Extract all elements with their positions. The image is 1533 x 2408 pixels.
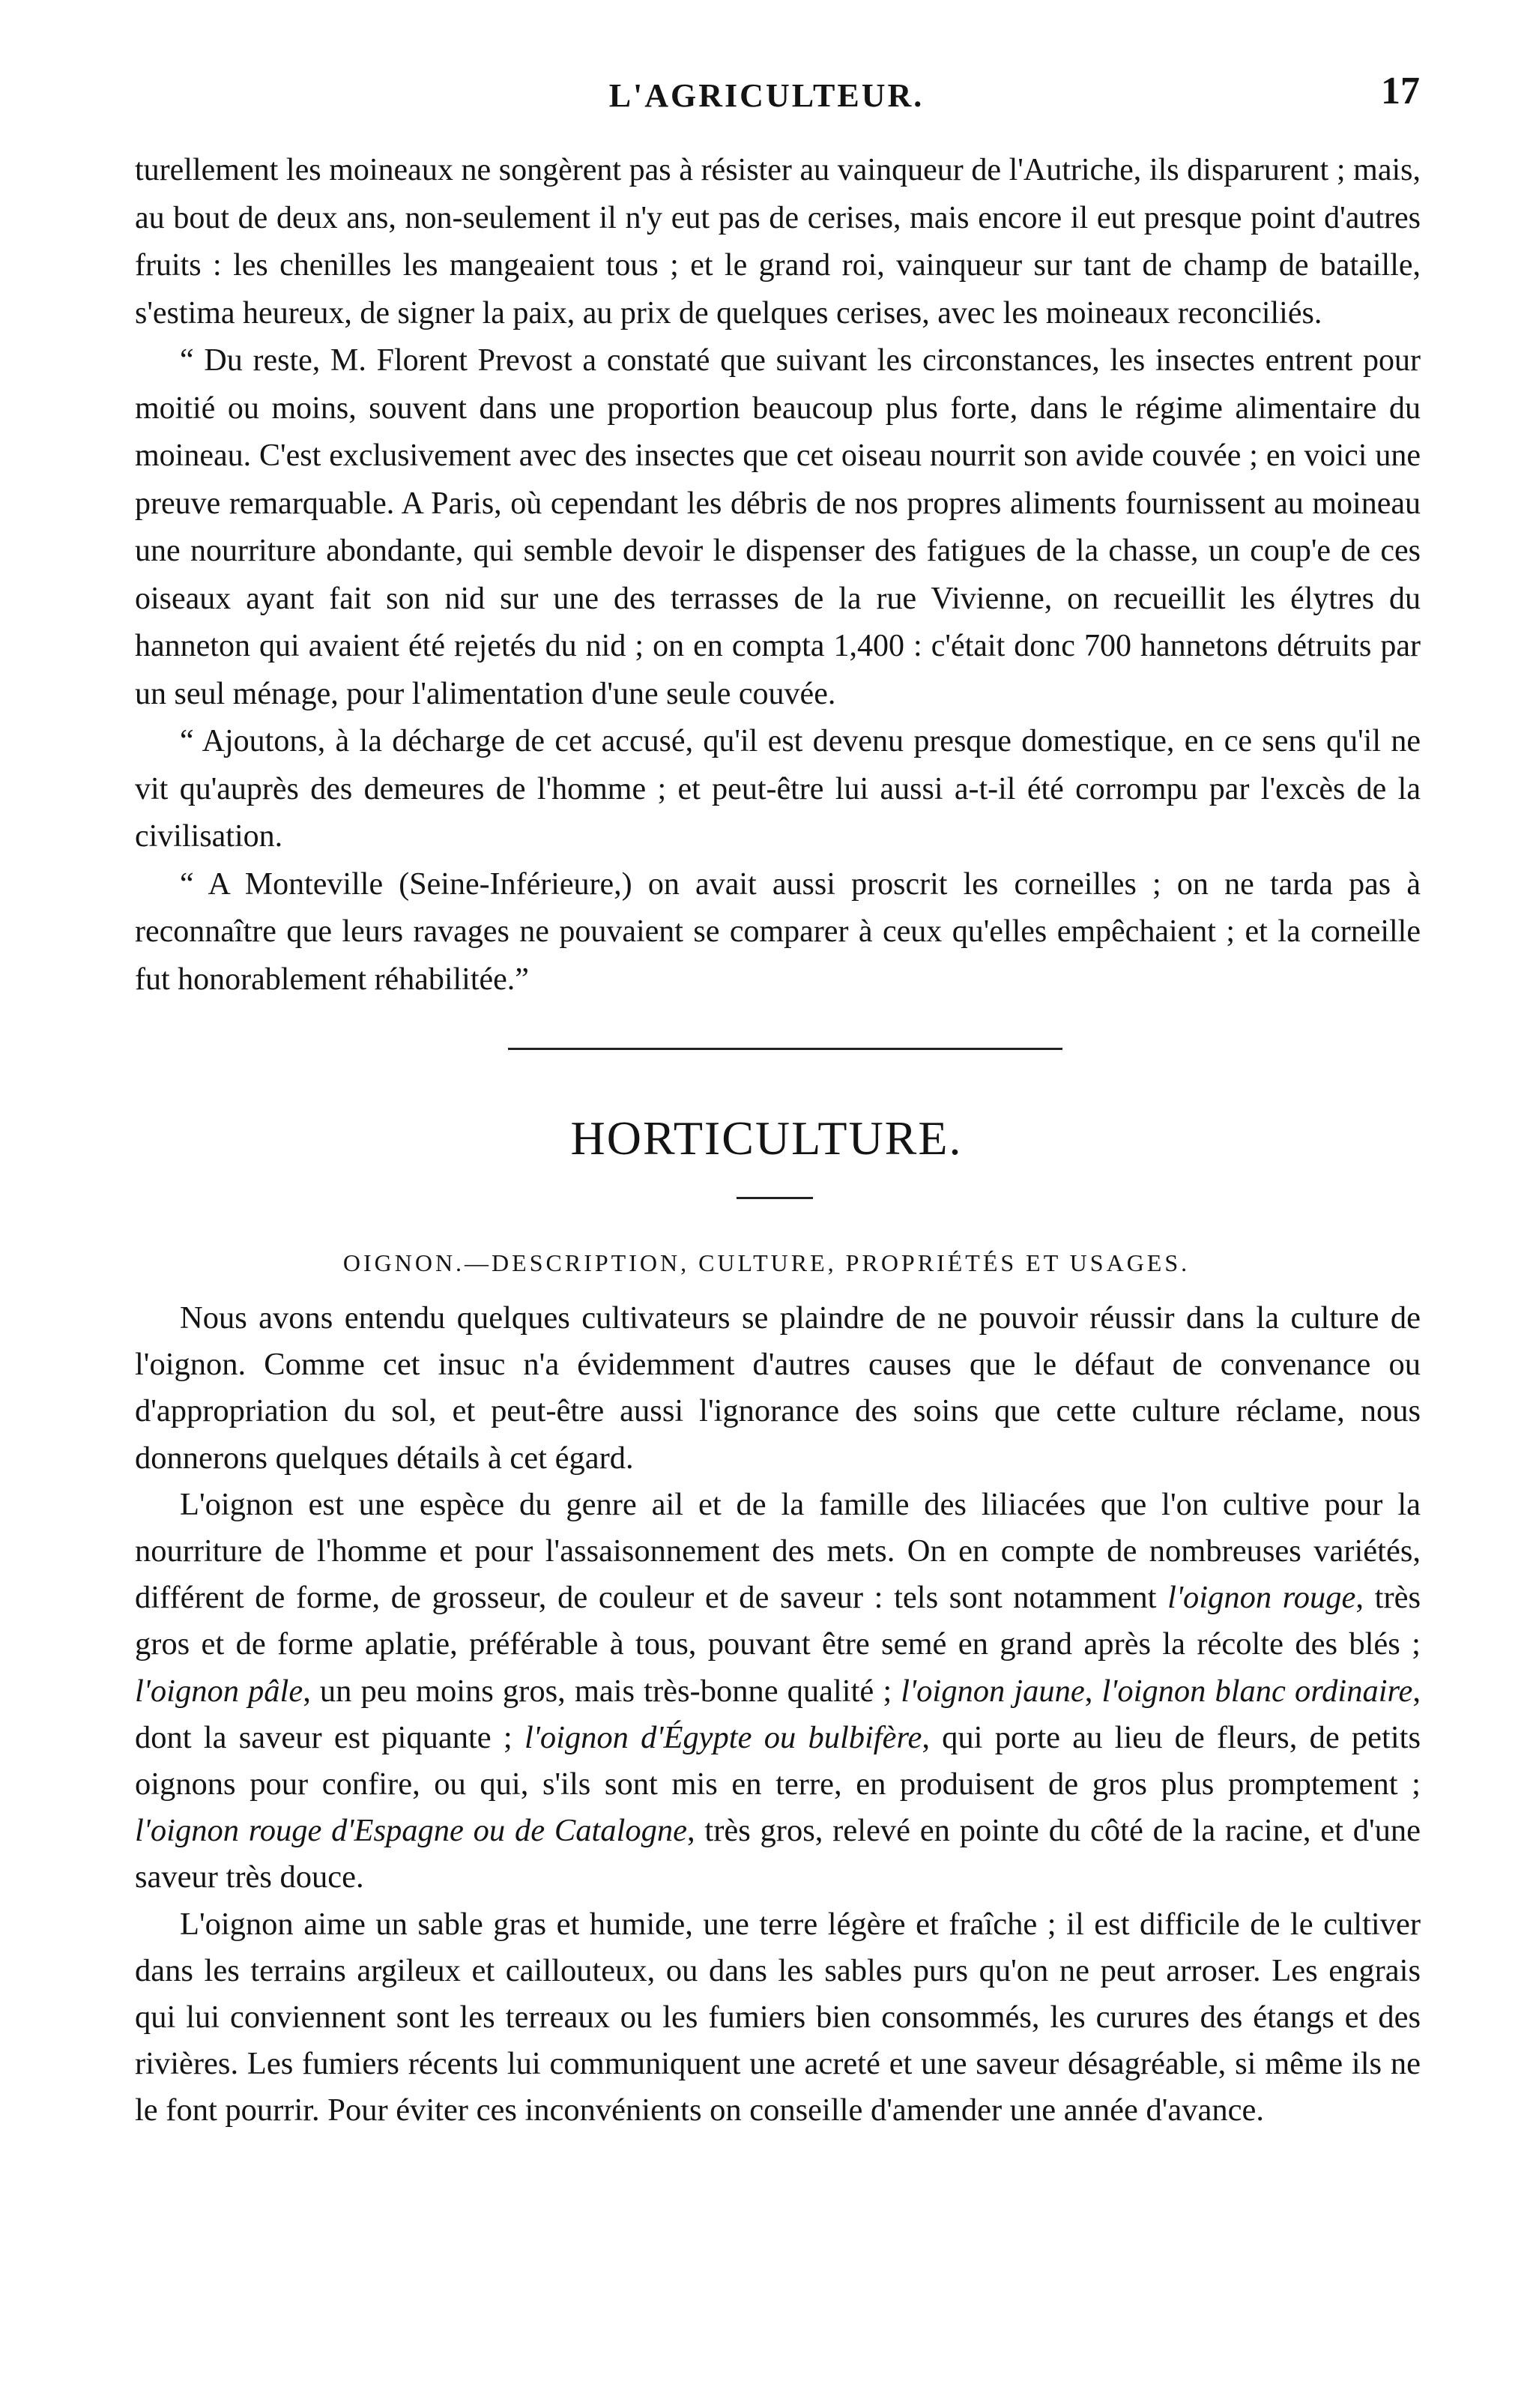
text-run: L'oignon est une espèce du genre ail et de la famille des liliacées que l'on cultive pour la nourriture de l'homme et pour l'assaisonnement des mets. On en compte de nombreuses variétés, différent de forme, de grosseur, de couleur et de saveur : tels sont notamment (135, 1486, 1421, 1616)
variety-name: l'oignon d'Égypte ou bulbifère (524, 1719, 922, 1755)
page-number: 17 (1381, 70, 1420, 112)
text-run: , (1084, 1673, 1102, 1709)
variety-name: l'oignon rouge d'Espagne ou de Catalogne (135, 1813, 687, 1849)
paragraph (135, 1482, 1421, 1901)
running-title: L'AGRICULTEUR. (608, 77, 925, 114)
paragraph: turellement les moineaux ne songèrent pas à résister au vainqueur de l'Autriche, ils disparurent ; mais, au bout de deux ans, non-seulement il n'y eut pas de cerises, mais encore il eut presque point d'autres fruits : les chenilles les mangeaient tous ; et le grand roi, vainqueur sur tant de champ de bataille, s'estima heureux, de signer la paix, au prix de quelques cerises, avec les moineaux reconciliés. (135, 153, 1421, 331)
paragraph: L'oignon aime un sable gras et humide, une terre légère et fraîche ; il est difficile de le cultiver dans les terrains argileux et caillouteux, ou dans les sables purs qu'on ne peut arroser. Les engrais qui lui conviennent sont les terreaux ou les fumiers bien consommés, les curures des étangs et des rivières. Les fumiers récents lui communiquent une acreté et une saveur désagréable, si même ils ne le font pourrir. Pour éviter ces inconvénients on conseille d'amender une année d'avance. (135, 1906, 1421, 2128)
paragraph: “ Du reste, M. Florent Prevost a constaté que suivant les circonstances, les insectes entrent pour moitié ou moins, souvent dans une proportion beaucoup plus forte, dans le régime alimentaire du moineau. C'est exclusivement avec des insectes que cet oiseau nourrit son avide couvée ; en voici une preuve remarquable. A Paris, où cependant les débris de nos propres aliments fournissent au moineau une nourriture abondante, qui semble devoir le dispenser des fatigues de la chasse, un coup'e de ces oiseaux ayant fait son nid sur une des terrasses de la rue Vivienne, on recueillit les élytres du hanneton qui avaient été rejetés du nid ; on en compta 1,400 : c'était donc 700 hannetons détruits par un seul ménage, pour l'alimentation d'une seule couvée. (135, 343, 1421, 711)
text-run: , dont la saveur est piquante ; (135, 1673, 1421, 1755)
paragraph: “ Ajoutons, à la décharge de cet accusé, qu'il est devenu presque domestique, en ce sens qu'il ne vit qu'auprès des demeures de l'homme ; et peut-être lui aussi a-t-il été corrompu par l'excès de la civilisation. (135, 724, 1421, 854)
variety-name: l'oignon pâle (135, 1673, 303, 1709)
text-run: , très gros et de forme aplatie, préférable à tous, pouvant être semé en grand après la récolte des blés ; (135, 1580, 1421, 1662)
variety-name: l'oignon jaune (901, 1673, 1085, 1709)
title-underline (737, 1197, 813, 1199)
section-divider (508, 1048, 1062, 1050)
variety-name: l'oignon blanc ordinaire (1101, 1673, 1413, 1709)
section-subtitle: OIGNON.—DESCRIPTION, CULTURE, PROPRIÉTÉS ET USAGES. (342, 1249, 1191, 1276)
text-run: , très gros, relevé en pointe du côté de la racine, et d'une saveur très douce. (135, 1813, 1421, 1895)
article-continuation (135, 147, 1421, 1004)
text-run: , un peu moins gros, mais très-bonne qualité ; (303, 1673, 901, 1709)
paragraph: Nous avons entendu quelques cultivateurs se plaindre de ne pouvoir réussir dans la culture de l'oignon. Comme cet insuc n'a évidemment d'autres causes que le défaut de convenance ou d'appropriation du sol, et peut-être aussi l'ignorance des soins que cette culture réclame, nous donnerons quelques détails à cet égard. (135, 1300, 1421, 1476)
variety-name: l'oignon rouge (1167, 1580, 1356, 1616)
text-run: , qui porte au lieu de fleurs, de petits oignons pour confire, ou qui, s'ils sont mis en terre, en produisent de gros plus promptement ; (135, 1719, 1421, 1802)
horticulture-article (135, 1295, 1421, 2134)
paragraph: “ A Monteville (Seine-Inférieure,) on avait aussi proscrit les corneilles ; on ne tarda pas à reconnaître que leurs ravages ne pouvaient se comparer à ceux qu'elles empêchaient ; et la corneille fut honorablement réhabilitée.” (135, 866, 1421, 997)
section-title: HORTICULTURE. (570, 1111, 963, 1165)
